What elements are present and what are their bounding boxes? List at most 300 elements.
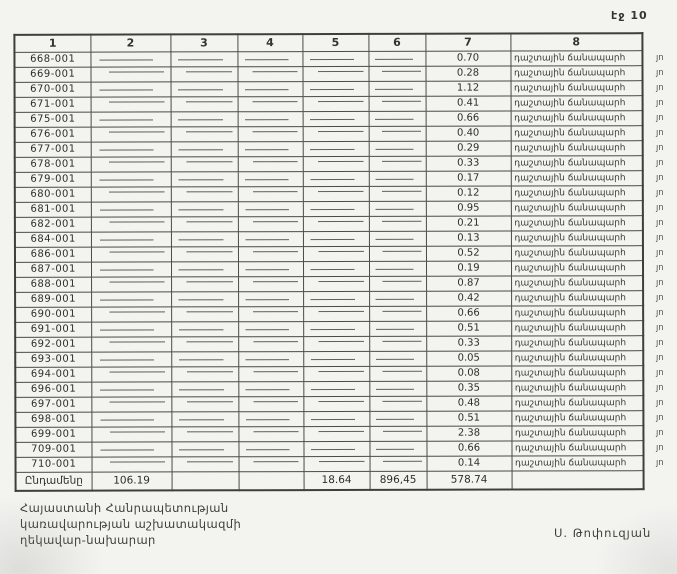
land-use-cell: դաշտային ճանապարհ xyxy=(511,410,643,425)
parcel-code-cell: 677-001 xyxy=(15,142,91,157)
table-row xyxy=(15,125,643,142)
empty-cell-col3 xyxy=(171,351,238,366)
table-row xyxy=(15,230,643,247)
land-use-cell: դաշտային ճանապարհ xyxy=(511,425,643,440)
empty-cell-col5 xyxy=(303,111,369,126)
margin-glyph: յո xyxy=(656,53,664,63)
margin-glyph: յո xyxy=(656,338,664,348)
margin-glyph: յո xyxy=(656,188,664,198)
empty-cell-col3 xyxy=(171,216,238,231)
area-value-cell: 0.52 xyxy=(426,246,511,261)
margin-glyph: յո xyxy=(656,83,664,93)
land-use-cell: դաշտային ճանապարհ xyxy=(511,170,643,185)
empty-cell-col6 xyxy=(369,366,426,381)
empty-cell-col2 xyxy=(91,171,171,186)
land-use-cell: դաշտային ճանապարհ xyxy=(510,65,642,80)
empty-cell-col6 xyxy=(368,66,425,81)
land-use-cell: դաշտային ճանապարհ xyxy=(511,245,643,260)
land-use-cell: դաշտային ճանապարհ xyxy=(511,335,643,350)
empty-cell-col5 xyxy=(303,261,369,276)
empty-cell-col6 xyxy=(369,141,426,156)
empty-cell-col5 xyxy=(303,156,369,171)
empty-cell-col3 xyxy=(171,381,238,396)
land-use-cell: դաշտային ճանապարհ xyxy=(511,440,643,455)
margin-glyph: յո xyxy=(656,233,664,243)
land-use-cell: դաշտային ճանապարհ xyxy=(511,95,643,110)
table-row xyxy=(15,140,643,157)
table-row xyxy=(15,170,643,187)
totals-row xyxy=(16,470,644,491)
empty-cell-col3 xyxy=(171,156,238,171)
column-header-2: 2 xyxy=(90,34,170,51)
empty-cell-col6 xyxy=(369,306,426,321)
column-header-1: 1 xyxy=(14,35,90,52)
empty-cell-col6 xyxy=(369,396,426,411)
empty-cell-col2 xyxy=(91,351,171,366)
column-header-6: 6 xyxy=(368,34,425,51)
empty-cell-col6 xyxy=(369,336,426,351)
table-row xyxy=(15,320,643,337)
land-use-cell: դաշտային ճանապարհ xyxy=(511,395,643,410)
land-use-cell: դաշտային ճանապարհ xyxy=(511,230,643,245)
empty-cell-col4 xyxy=(238,261,303,276)
empty-cell-col3 xyxy=(171,426,238,441)
parcel-code-cell: 709-001 xyxy=(15,442,91,457)
empty-cell-col3 xyxy=(172,456,239,471)
empty-cell-col5 xyxy=(303,216,369,231)
issuer-line: կառավարության աշխատակազմի xyxy=(20,517,242,531)
empty-cell-col4 xyxy=(238,81,303,96)
empty-cell-col4 xyxy=(238,321,303,336)
margin-glyph: յո xyxy=(656,443,664,453)
margin-glyph: յո xyxy=(656,98,664,108)
empty-cell-col2 xyxy=(91,321,171,336)
land-use-cell: դաշտային ճանապարհ xyxy=(511,200,643,215)
empty-cell-col6 xyxy=(369,261,426,276)
table-header-row xyxy=(14,33,642,52)
table-row xyxy=(15,425,643,442)
land-use-cell: դաշտային ճանապարհ xyxy=(511,215,643,230)
table-row xyxy=(14,50,642,67)
empty-cell-col6 xyxy=(369,321,426,336)
issuer-line: ղեկավար-նախարար xyxy=(20,533,156,547)
land-use-cell: դաշտային ճանապարհ xyxy=(511,185,643,200)
empty-cell-col4 xyxy=(237,51,302,66)
empty-cell-col2 xyxy=(90,51,170,66)
area-value-cell: 2.38 xyxy=(426,426,511,441)
parcel-code-cell: 694-001 xyxy=(15,367,91,382)
empty-cell-col4 xyxy=(238,246,303,261)
page-number-label: էջ 10 xyxy=(611,9,648,22)
parcel-code-cell: 699-001 xyxy=(15,427,91,442)
empty-cell-col3 xyxy=(171,261,238,276)
empty-cell-col3 xyxy=(171,96,238,111)
column-header-8: 8 xyxy=(510,33,642,50)
area-value-cell: 0.14 xyxy=(427,456,512,471)
empty-cell-col4 xyxy=(238,141,303,156)
area-value-cell: 0.66 xyxy=(426,306,511,321)
empty-cell-col5 xyxy=(304,456,370,471)
parcel-code-cell: 675-001 xyxy=(15,112,91,127)
empty-cell-col4 xyxy=(238,411,303,426)
empty-cell-col4 xyxy=(238,441,303,456)
area-value-cell: 0.28 xyxy=(425,66,510,81)
area-value-cell: 0.66 xyxy=(426,441,511,456)
empty-cell-col5 xyxy=(303,186,369,201)
parcel-code-cell: 697-001 xyxy=(15,397,91,412)
parcel-code-cell: 668-001 xyxy=(14,52,90,67)
land-use-cell: դաշտային ճանապարհ xyxy=(511,125,643,140)
empty-cell-col5 xyxy=(303,366,369,381)
empty-cell-col5 xyxy=(303,291,369,306)
empty-cell-col6 xyxy=(369,156,426,171)
table-row xyxy=(14,65,642,82)
empty-cell-col4 xyxy=(237,66,302,81)
margin-glyph: յո xyxy=(656,113,664,123)
empty-cell-col2 xyxy=(91,411,171,426)
margin-glyph: յո xyxy=(656,293,664,303)
empty-cell-col5 xyxy=(303,201,369,216)
empty-cell-col3 xyxy=(171,141,238,156)
column-header-7: 7 xyxy=(425,34,510,51)
area-value-cell: 0.21 xyxy=(426,216,511,231)
parcel-code-cell: 676-001 xyxy=(15,127,91,142)
empty-cell-col3 xyxy=(171,321,238,336)
page-edge-margin-text xyxy=(656,51,676,471)
land-use-cell: դաշտային ճանապարհ xyxy=(512,455,644,470)
land-use-cell: դաշտային ճանապարհ xyxy=(510,50,642,65)
empty-cell-col3 xyxy=(171,171,238,186)
empty-cell-col4 xyxy=(238,426,303,441)
empty-cell-col5 xyxy=(303,231,369,246)
empty-cell-col6 xyxy=(369,351,426,366)
empty-cell-col4 xyxy=(238,216,303,231)
empty-cell-col2 xyxy=(92,456,172,471)
empty-cell-col3 xyxy=(171,306,238,321)
empty-cell-col5 xyxy=(303,411,369,426)
area-value-cell: 0.66 xyxy=(426,111,511,126)
empty-cell-col5 xyxy=(303,351,369,366)
empty-cell-col2 xyxy=(91,336,171,351)
area-value-cell: 0.13 xyxy=(426,231,511,246)
table-row xyxy=(15,305,643,322)
empty-cell-col2 xyxy=(91,96,171,111)
empty-cell-col5 xyxy=(303,81,369,96)
area-value-cell: 0.12 xyxy=(426,186,511,201)
land-use-cell: դաշտային ճանապարհ xyxy=(511,365,643,380)
table-row xyxy=(15,380,643,397)
area-value-cell: 0.51 xyxy=(426,411,511,426)
parcel-code-cell: 669-001 xyxy=(14,67,90,82)
margin-glyph: յո xyxy=(656,263,664,273)
table-row xyxy=(15,440,643,457)
signatory-name: Ս. Թոփուզյան xyxy=(554,526,652,540)
empty-cell-col5 xyxy=(303,336,369,351)
empty-cell-col5 xyxy=(303,426,369,441)
empty-cell-col6 xyxy=(369,441,426,456)
empty-cell-col2 xyxy=(91,126,171,141)
empty-cell-col6 xyxy=(369,426,426,441)
margin-glyph: յո xyxy=(656,368,664,378)
empty-cell-col3 xyxy=(171,396,238,411)
parcel-code-cell: 692-001 xyxy=(15,337,91,352)
empty-cell-col5 xyxy=(303,246,369,261)
margin-glyph: յո xyxy=(656,398,664,408)
empty-cell-col2 xyxy=(91,81,171,96)
parcel-code-cell: 691-001 xyxy=(15,322,91,337)
parcel-code-cell: 688-001 xyxy=(15,277,91,292)
empty-cell-col4 xyxy=(238,231,303,246)
area-value-cell: 0.35 xyxy=(426,381,511,396)
empty-cell-col5 xyxy=(303,396,369,411)
table-row xyxy=(15,80,643,97)
table-row xyxy=(15,395,643,412)
area-value-cell: 0.95 xyxy=(426,201,511,216)
empty-cell-col4 xyxy=(238,96,303,111)
table-row xyxy=(15,95,643,112)
empty-cell-col2 xyxy=(90,66,170,81)
parcel-code-cell: 690-001 xyxy=(15,307,91,322)
empty-cell-col2 xyxy=(91,231,171,246)
totals-col5-cell: 18.64 xyxy=(304,471,370,490)
margin-glyph: յո xyxy=(656,173,664,183)
empty-cell-col4 xyxy=(238,291,303,306)
table-row xyxy=(15,365,643,382)
empty-cell-col2 xyxy=(91,186,171,201)
empty-cell-col4 xyxy=(238,351,303,366)
empty-cell-col2 xyxy=(91,156,171,171)
land-use-cell: դաշտային ճանապարհ xyxy=(511,305,643,320)
empty-cell-col3 xyxy=(170,51,237,66)
table-row xyxy=(15,410,643,427)
empty-cell-col4 xyxy=(239,456,304,471)
empty-cell-col6 xyxy=(369,186,426,201)
totals-col7-cell: 578.74 xyxy=(427,471,512,490)
parcel-code-cell: 670-001 xyxy=(15,82,91,97)
totals-col6-cell: 896,45 xyxy=(370,471,427,490)
margin-glyph: յո xyxy=(656,203,664,213)
empty-cell-col2 xyxy=(91,201,171,216)
empty-cell-col2 xyxy=(91,381,171,396)
empty-cell-col3 xyxy=(171,276,238,291)
empty-cell-col4 xyxy=(238,366,303,381)
empty-cell-col6 xyxy=(369,201,426,216)
empty-cell-col2 xyxy=(91,291,171,306)
empty-cell-col6 xyxy=(369,246,426,261)
empty-cell-col2 xyxy=(91,396,171,411)
empty-cell-col3 xyxy=(171,81,238,96)
empty-cell-col4 xyxy=(238,381,303,396)
empty-cell-col6 xyxy=(369,381,426,396)
area-value-cell: 0.87 xyxy=(426,276,511,291)
area-value-cell: 0.42 xyxy=(426,291,511,306)
land-use-cell: դաշտային ճանապարհ xyxy=(511,155,643,170)
area-value-cell: 0.48 xyxy=(426,396,511,411)
empty-cell-col2 xyxy=(91,111,171,126)
empty-cell-col3 xyxy=(171,441,238,456)
empty-cell-col4 xyxy=(238,186,303,201)
table-row xyxy=(15,260,643,277)
margin-glyph: յո xyxy=(656,128,664,138)
empty-cell-col5 xyxy=(303,321,369,336)
margin-glyph: յո xyxy=(656,383,664,393)
empty-cell-col6 xyxy=(369,231,426,246)
empty-cell-col4 xyxy=(238,276,303,291)
table-body xyxy=(14,50,643,472)
empty-cell-col4 xyxy=(238,126,303,141)
land-use-cell: դաշտային ճանապարհ xyxy=(511,260,643,275)
column-header-3: 3 xyxy=(170,34,237,51)
empty-cell-col6 xyxy=(369,126,426,141)
margin-glyph: յո xyxy=(656,278,664,288)
parcel-code-cell: 693-001 xyxy=(15,352,91,367)
empty-cell-col3 xyxy=(170,66,237,81)
table-row xyxy=(15,275,643,292)
empty-cell-col4 xyxy=(238,171,303,186)
area-value-cell: 0.08 xyxy=(426,366,511,381)
margin-glyph: յո xyxy=(656,458,664,468)
totals-col4-cell xyxy=(239,471,304,490)
empty-cell-col2 xyxy=(91,441,171,456)
land-use-cell: դաշտային ճանապարհ xyxy=(511,275,643,290)
area-value-cell: 0.33 xyxy=(426,336,511,351)
parcel-code-cell: 678-001 xyxy=(15,157,91,172)
margin-glyph: յո xyxy=(656,413,664,423)
totals-label-cell: Ընդամենը xyxy=(16,472,92,491)
table-row xyxy=(16,455,644,472)
area-value-cell: 0.05 xyxy=(426,351,511,366)
totals-col2-cell: 106.19 xyxy=(92,471,172,490)
empty-cell-col2 xyxy=(91,276,171,291)
empty-cell-col5 xyxy=(303,171,369,186)
land-use-cell: դաշտային ճանապարհ xyxy=(511,110,643,125)
column-header-5: 5 xyxy=(302,34,368,51)
parcel-code-cell: 682-001 xyxy=(15,217,91,232)
issuer-line: Հայաստանի Հանրապետության xyxy=(20,501,229,515)
margin-glyph: յո xyxy=(656,218,664,228)
table-row xyxy=(15,290,643,307)
empty-cell-col4 xyxy=(238,111,303,126)
empty-cell-col2 xyxy=(91,216,171,231)
empty-cell-col3 xyxy=(171,186,238,201)
empty-cell-col3 xyxy=(171,366,238,381)
table-row xyxy=(15,200,643,217)
empty-cell-col6 xyxy=(369,171,426,186)
parcel-code-cell: 710-001 xyxy=(16,457,92,472)
empty-cell-col2 xyxy=(91,366,171,381)
column-header-4: 4 xyxy=(237,34,302,51)
parcel-code-cell: 680-001 xyxy=(15,187,91,202)
empty-cell-col4 xyxy=(238,336,303,351)
area-value-cell: 0.41 xyxy=(426,96,511,111)
empty-cell-col5 xyxy=(303,441,369,456)
empty-cell-col6 xyxy=(369,96,426,111)
table-row xyxy=(15,350,643,367)
parcel-code-cell: 689-001 xyxy=(15,292,91,307)
empty-cell-col2 xyxy=(91,261,171,276)
totals-col8-cell xyxy=(512,470,644,489)
empty-cell-col4 xyxy=(238,201,303,216)
empty-cell-col3 xyxy=(171,111,238,126)
table-row xyxy=(15,185,643,202)
empty-cell-col3 xyxy=(171,246,238,261)
parcel-code-cell: 687-001 xyxy=(15,262,91,277)
empty-cell-col6 xyxy=(368,51,425,66)
margin-glyph: յո xyxy=(656,308,664,318)
empty-cell-col5 xyxy=(303,276,369,291)
empty-cell-col6 xyxy=(370,456,427,471)
parcel-code-cell: 686-001 xyxy=(15,247,91,262)
empty-cell-col5 xyxy=(303,381,369,396)
land-use-cell: դաշտային ճանապարհ xyxy=(511,290,643,305)
empty-cell-col4 xyxy=(238,306,303,321)
margin-glyph: յո xyxy=(656,248,664,258)
area-value-cell: 0.40 xyxy=(426,126,511,141)
margin-glyph: յո xyxy=(656,323,664,333)
empty-cell-col4 xyxy=(238,396,303,411)
empty-cell-col3 xyxy=(171,411,238,426)
land-use-cell: դաշտային ճանապարհ xyxy=(511,80,643,95)
empty-cell-col4 xyxy=(238,156,303,171)
empty-cell-col5 xyxy=(303,141,369,156)
parcel-code-cell: 671-001 xyxy=(15,97,91,112)
land-use-cell: դաշտային ճանապարհ xyxy=(511,350,643,365)
area-value-cell: 0.33 xyxy=(426,156,511,171)
table-row xyxy=(15,335,643,352)
empty-cell-col6 xyxy=(369,411,426,426)
empty-cell-col6 xyxy=(369,216,426,231)
empty-cell-col5 xyxy=(302,66,368,81)
empty-cell-col2 xyxy=(91,306,171,321)
parcel-code-cell: 696-001 xyxy=(15,382,91,397)
empty-cell-col2 xyxy=(91,141,171,156)
parcel-code-cell: 698-001 xyxy=(15,412,91,427)
margin-glyph: յո xyxy=(656,68,664,78)
empty-cell-col5 xyxy=(303,126,369,141)
parcel-code-cell: 679-001 xyxy=(15,172,91,187)
area-value-cell: 0.17 xyxy=(426,171,511,186)
empty-cell-col6 xyxy=(369,81,426,96)
empty-cell-col3 xyxy=(171,126,238,141)
empty-cell-col6 xyxy=(369,276,426,291)
empty-cell-col5 xyxy=(302,51,368,66)
empty-cell-col2 xyxy=(91,246,171,261)
table-row xyxy=(15,110,643,127)
empty-cell-col2 xyxy=(91,426,171,441)
table-row xyxy=(15,215,643,232)
table-row xyxy=(15,155,643,172)
margin-glyph: յո xyxy=(656,428,664,438)
land-use-cell: դաշտային ճանապարհ xyxy=(511,320,643,335)
area-value-cell: 1.12 xyxy=(426,81,511,96)
parcel-code-cell: 684-001 xyxy=(15,232,91,247)
empty-cell-col3 xyxy=(171,201,238,216)
margin-glyph: յո xyxy=(656,158,664,168)
land-parcel-table xyxy=(13,32,644,492)
table-row xyxy=(15,245,643,262)
margin-glyph: յո xyxy=(656,143,664,153)
area-value-cell: 0.51 xyxy=(426,321,511,336)
land-use-cell: դաշտային ճանապարհ xyxy=(511,140,643,155)
totals-col3-cell xyxy=(172,471,239,490)
empty-cell-col3 xyxy=(171,336,238,351)
empty-cell-col5 xyxy=(303,306,369,321)
margin-glyph: յո xyxy=(656,353,664,363)
empty-cell-col3 xyxy=(171,231,238,246)
issuer-title-block xyxy=(20,500,241,548)
empty-cell-col6 xyxy=(369,111,426,126)
area-value-cell: 0.19 xyxy=(426,261,511,276)
